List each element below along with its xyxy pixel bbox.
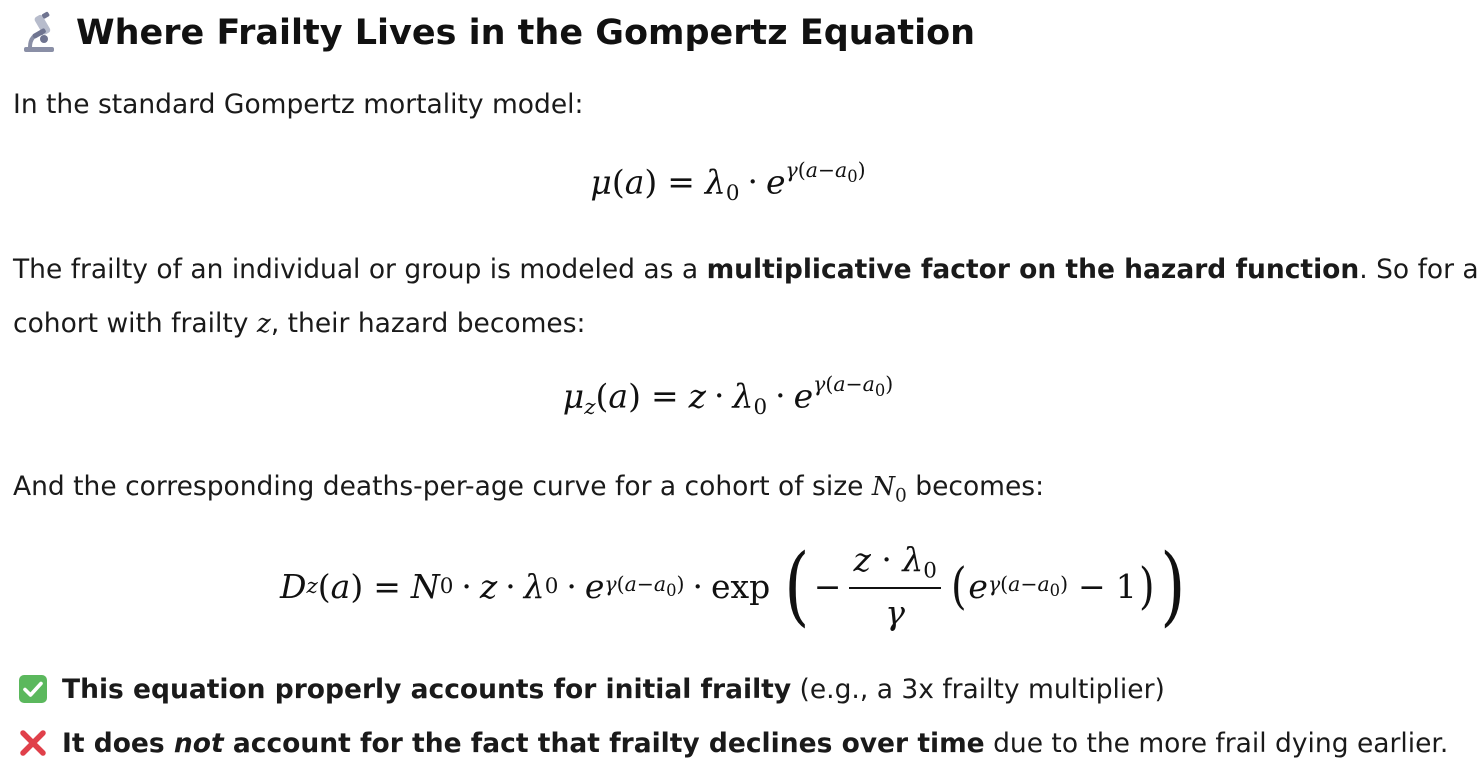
cohort-size-variable: $N_0$	[871, 471, 907, 507]
frailty-text-3: cohort with frailty	[13, 308, 257, 339]
bullet-accounts-initial-frailty	[18, 667, 1165, 711]
equation-deaths-per-age: D z ( a ) = N 0 · z · λ 0 · e $\gamma(a-a_0)$ · exp ( − $\frac{z \cdot \lambda_0}{\gamma}$ ( e $\gamma(a-a_0)$ − 1 ) )	[280, 536, 1186, 636]
bullet-1-text: This equation properly accounts for initial frailty (e.g., a 3x frailty multiplier)	[62, 673, 1165, 705]
frailty-variable: z	[256, 308, 271, 339]
frailty-bold-text: multiplicative factor on the hazard function	[706, 254, 1360, 285]
microscope-icon	[18, 11, 62, 55]
bullet-2-text: It does not account for the fact that frailty declines over time due to the more frail dying earlier.	[62, 727, 1449, 759]
intro-text: In the standard Gompertz mortality model:	[13, 89, 584, 120]
frailty-text-1: The frailty of an individual or group is modeled as a	[13, 254, 707, 285]
page-title: Where Frailty Lives in the Gompertz Equation	[76, 13, 976, 53]
deaths-text-1: And the corresponding deaths-per-age curve for a cohort of size	[13, 471, 872, 502]
cross-mark-icon	[18, 728, 48, 758]
intro-paragraph	[13, 78, 583, 132]
frailty-text-2: . So for a	[1359, 254, 1479, 285]
frailty-text-4: , their hazard becomes:	[270, 308, 586, 339]
frailty-paragraph-line1	[13, 243, 1479, 297]
frailty-paragraph-line2	[13, 297, 585, 351]
equation-frailty-hazard: $\mu_z(a) = z \cdot \lambda_0 \cdot e^{\gamma(a-a_0)}$	[562, 372, 894, 420]
equation-gompertz: $\mu(a) = \lambda_0 \cdot e^{\gamma(a-a_0)}$	[590, 158, 866, 206]
section-heading	[18, 10, 975, 56]
deaths-paragraph	[13, 460, 1044, 523]
deaths-text-2: becomes:	[906, 471, 1045, 502]
check-mark-icon	[18, 674, 48, 704]
bullet-not-account-decline	[18, 721, 1448, 765]
